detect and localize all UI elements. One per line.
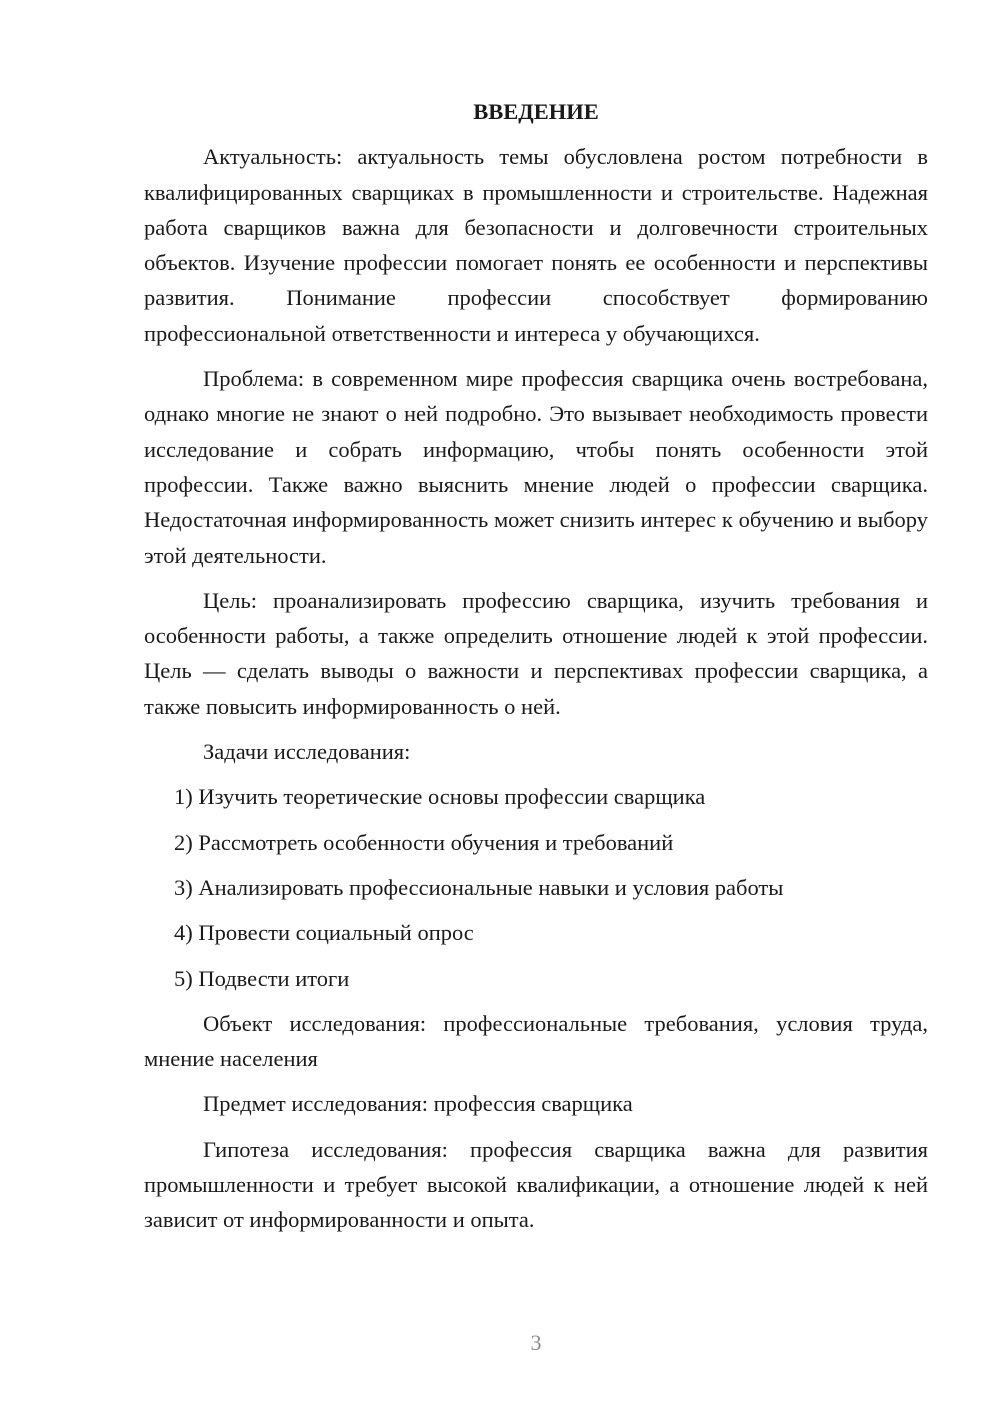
paragraph-object: Объект исследования: профессиональные требования, условия труда, мнение населения <box>144 1010 928 1072</box>
paragraph-problem: Проблема: в современном мире профессия сварщика очень востребована, однако многие не знают о ней подробно. Это вызывает необходимость провести исследование и собрать информацию, чтобы понять особенности этой профессии. Также важно выяснить мнение людей о профессии сварщика. Недостаточная информированность может снизить интерес к обучению и выбору этой деятельности. <box>144 366 928 568</box>
list-item: 2) Рассмотреть особенности обучения и требований <box>174 829 674 855</box>
paragraph-subject: Предмет исследования: профессия сварщика <box>203 1091 633 1117</box>
list-item: 4) Провести социальный опрос <box>174 920 474 946</box>
paragraph-relevance: Актуальность: актуальность темы обусловлена ростом потребности в квалифицированных сварщиках в промышленности и строительстве. Надежная работа сварщиков важна для безопасности и долговечности строительных объектов. Изучение профессии помогает понять ее особенности и перспективы развития. Понимание профессии способствует формированию профессиональной ответственности и интереса у обучающихся. <box>144 144 928 346</box>
paragraph-hypothesis: Гипотеза исследования: профессия сварщика важна для развития промышленности и требует высокой квалификации, а отношение людей к ней зависит от информированности и опыта. <box>144 1136 928 1233</box>
list-item: 1) Изучить теоретические основы профессии сварщика <box>174 784 706 810</box>
list-item: 3) Анализировать профессиональные навыки и условия работы <box>174 874 784 900</box>
document-page <box>144 94 928 1248</box>
paragraph-goal: Цель: проанализировать профессию сварщика, изучить требования и особенности работы, а также определить отношение людей к этой профессии. Цель — сделать выводы о важности и перспективах профессии сварщика, а также повысить информированность о ней. <box>144 587 928 719</box>
page-number: 3 <box>530 1330 542 1355</box>
tasks-list <box>144 779 928 995</box>
list-item: 5) Подвести итоги <box>174 965 350 991</box>
paragraph-tasks-title: Задачи исследования: <box>203 739 411 765</box>
section-heading: ВВЕДЕНИЕ <box>473 99 599 124</box>
